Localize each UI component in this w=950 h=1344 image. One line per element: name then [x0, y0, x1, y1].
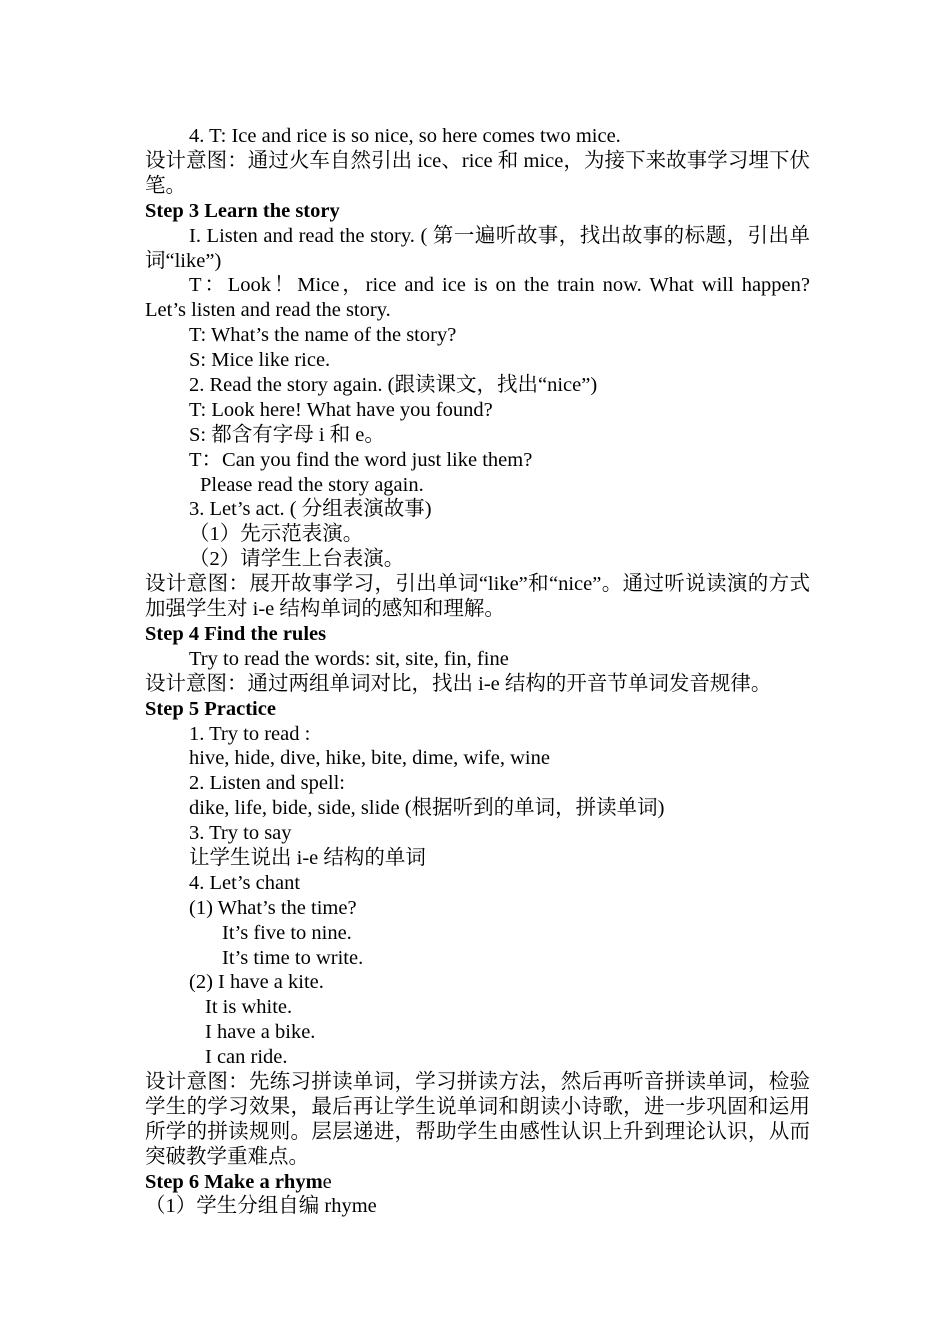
step-6-heading — [145, 1170, 810, 1195]
design-intent-3: 设计意图：通过两组单词对比，找出 i-e 结构的开音节单词发音规律。 — [145, 672, 772, 695]
teacher-look-line: T：Look！Mice，rice and ice is on the train now. What will happen? Let’s listen and read the story. — [145, 274, 810, 322]
chant-2-line-3: I have a bike. — [205, 1021, 316, 1044]
step-6-heading-tail: e — [322, 1170, 332, 1193]
step-6-heading-bold: Step 6 Make a rhym — [145, 1170, 323, 1193]
chant-2-line-2: It is white. — [205, 996, 293, 1019]
practice-2-words: dike, life, bide, side, slide (根据听到的单词，拼读单词) — [189, 797, 665, 820]
design-intent-1: 设计意图：通过火车自然引出 ice、rice 和 mice，为接下来故事学习埋下伏笔。 — [145, 149, 810, 197]
practice-1-title: 1. Try to read : — [189, 722, 311, 745]
design-intent-4: 设计意图：先练习拼读单词，学习拼读方法，然后再听音拼读单词，检验学生的学习效果，最后再让学生说单词和朗读小诗歌，进一步巩固和运用所学的拼读规则。层层递进，帮助学生由感性认识上升到理论认识，从而突破教学重难点。 — [145, 1070, 810, 1168]
practice-4-title: 4. Let’s chant — [189, 871, 301, 894]
design-intent-2: 设计意图：展开故事学习，引出单词“like”和“nice”。通过听说读演的方式加强学生对 i-e 结构单词的感知和理解。 — [145, 573, 810, 621]
step-5-heading: Step 5 Practice — [145, 697, 276, 720]
try-read-words: Try to read the words: sit, site, fin, fine — [189, 647, 509, 670]
chant-2-line-4: I can ride. — [205, 1046, 288, 1069]
practice-3-desc: 让学生说出 i-e 结构的单词 — [189, 846, 426, 869]
chant-2-line-1: (2) I have a kite. — [189, 971, 324, 994]
chant-1-line-2: It’s five to nine. — [222, 921, 352, 944]
teacher-find-word: T：Can you find the word just like them? — [189, 448, 533, 471]
chant-1-line-1: (1) What’s the time? — [189, 896, 357, 919]
document-page — [145, 124, 810, 1219]
act-step-2: （2）请学生上台表演。 — [189, 548, 405, 571]
teacher-look-here: T: Look here! What have you found? — [189, 398, 493, 421]
story-intro-line: 4. T: Ice and rice is so nice, so here comes two mice. — [189, 125, 621, 147]
practice-3-title: 3. Try to say — [189, 822, 292, 845]
read-again-instruction: 2. Read the story again. (跟读课文，找出“nice”) — [189, 374, 598, 396]
practice-1-words: hive, hide, dive, hike, bite, dime, wife, wine — [189, 747, 550, 770]
please-read-again: Please read the story again. — [200, 473, 424, 496]
student-answer-letters: S: 都含有字母 i 和 e。 — [189, 423, 385, 446]
student-answer-mice: S: Mice like rice. — [189, 349, 331, 372]
rhyme-step-1: （1）学生分组自编 rhyme — [145, 1195, 377, 1218]
practice-2-title: 2. Listen and spell: — [189, 772, 346, 795]
act-step-1: （1）先示范表演。 — [189, 523, 364, 546]
step-4-heading: Step 4 Find the rules — [145, 622, 327, 645]
lets-act-instruction: 3. Let’s act. ( 分组表演故事) — [189, 498, 432, 521]
chant-1-line-3: It’s time to write. — [222, 946, 364, 969]
step-3-heading: Step 3 Learn the story — [145, 199, 340, 222]
listen-read-instruction: I. Listen and read the story. ( 第一遍听故事，找出故事的标题，引出单词“like”) — [145, 224, 810, 272]
teacher-question-name: T: What’s the name of the story? — [189, 324, 457, 347]
